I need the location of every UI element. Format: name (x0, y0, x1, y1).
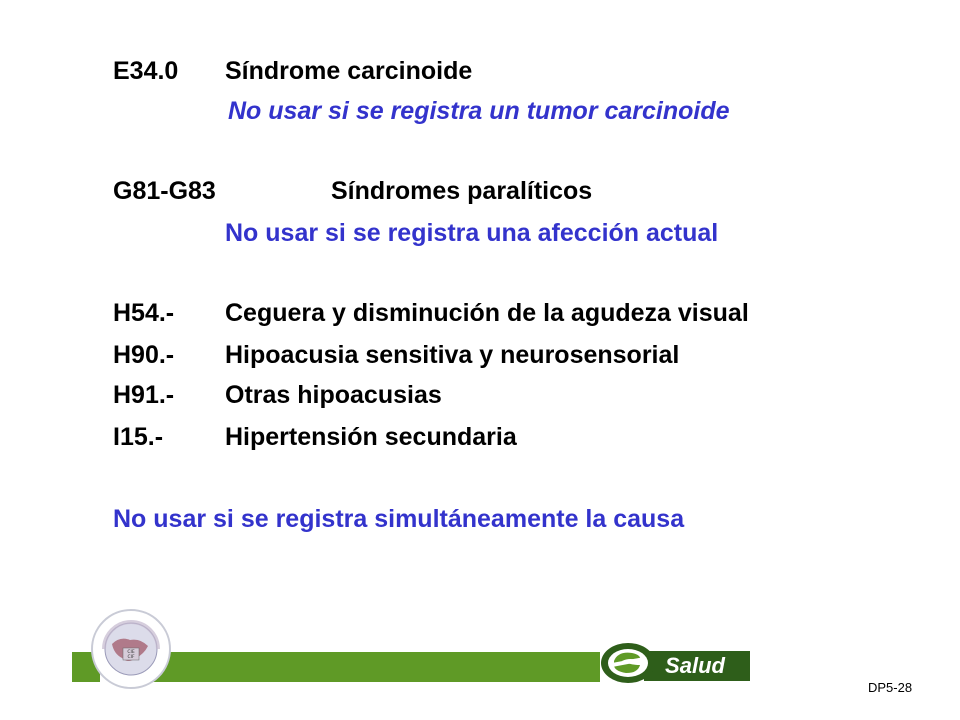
entry-code: H91.- (113, 381, 175, 409)
salud-logo-text: Salud (665, 653, 725, 678)
note-paralytic: No usar si se registra una afección actual (225, 219, 719, 247)
entry-code: E34.0 (113, 57, 179, 85)
entry-h54 (113, 298, 749, 328)
entry-h90 (113, 340, 679, 370)
entry-description: Síndromes paralíticos (331, 177, 593, 205)
entry-e34 (113, 56, 472, 86)
svg-text:CIE: CIE (127, 650, 135, 655)
entry-description: Otras hipoacusias (225, 381, 442, 409)
salud-logo (600, 637, 750, 685)
entry-description: Hipertensión secundaria (225, 423, 517, 451)
entry-description: Síndrome carcinoide (225, 57, 473, 85)
note-carcinoid: No usar si se registra un tumor carcinoide (228, 97, 730, 125)
entry-g81-g83 (113, 176, 592, 206)
entry-h91 (113, 380, 442, 410)
note-general: No usar si se registra simultáneamente la causa (113, 505, 685, 533)
svg-text:CIF: CIF (127, 655, 135, 660)
entry-code: G81-G83 (113, 177, 216, 205)
entry-description: Ceguera y disminución de la agudeza visual (225, 299, 749, 327)
slide-page-id: DP5-28 (868, 680, 913, 695)
entry-code: H90.- (113, 341, 175, 369)
entry-i15 (113, 422, 517, 452)
footer-bar (150, 652, 600, 682)
entry-description: Hipoacusia sensitiva y neurosensorial (225, 341, 680, 369)
entry-code: I15.- (113, 423, 164, 451)
cemece-seal-logo (90, 608, 172, 690)
entry-code: H54.- (113, 299, 175, 327)
